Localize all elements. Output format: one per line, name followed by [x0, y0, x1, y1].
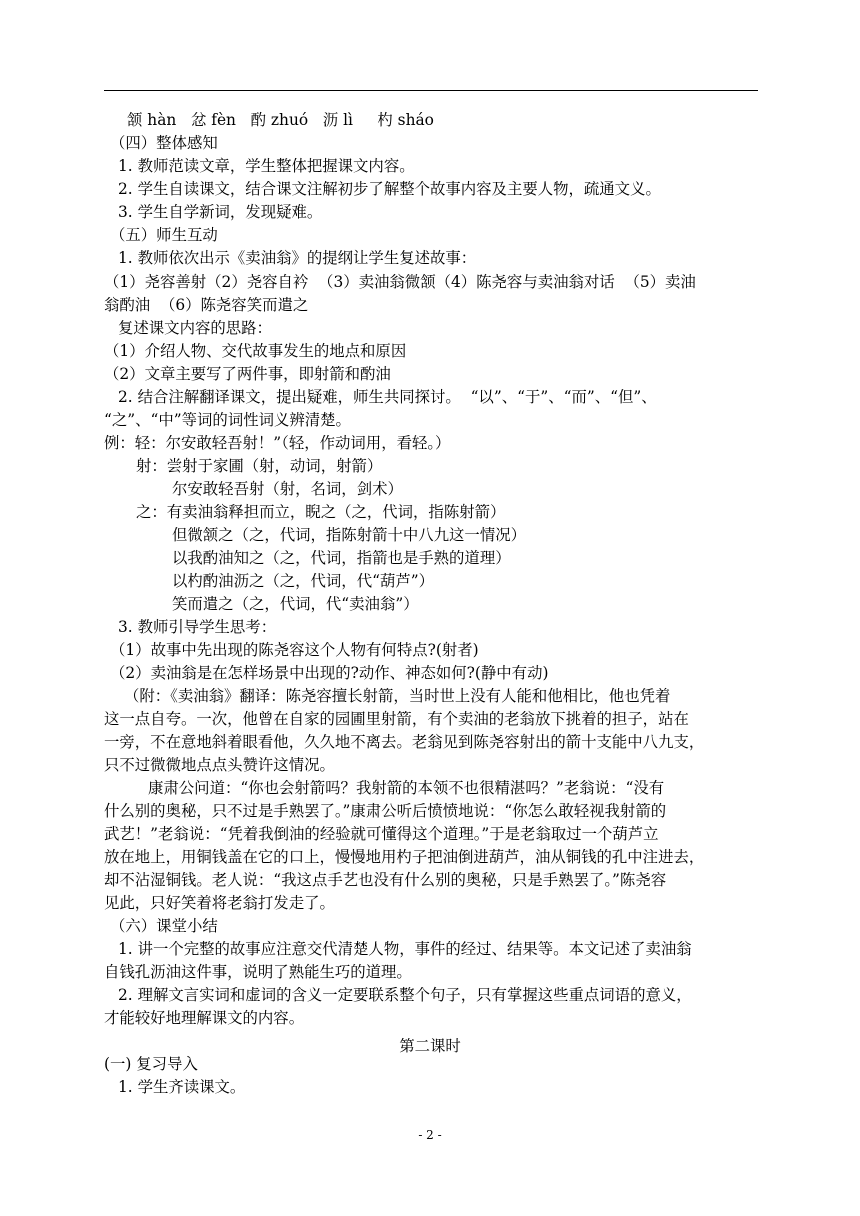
- text-line: 复述课文内容的思路：: [118, 319, 272, 337]
- text-line: 3. 教师引导学生思考：: [118, 618, 277, 636]
- text-line: 自钱孔沥油这件事，说明了熟能生巧的道理。: [104, 963, 412, 981]
- text-line: （1）尧容善射（2）尧容自衿 （3）卖油翁微颔（4）陈尧容与卖油翁对话 （5）卖油: [104, 273, 696, 291]
- text-line: 1. 教师范读文章，学生整体把握课文内容。: [118, 157, 415, 175]
- text-line: 以杓酌油沥之（之，代词，代“葫芦”）: [172, 572, 434, 590]
- text-line: 以我酌油知之（之，代词，指箭也是手熟的道理）: [172, 549, 511, 567]
- text-line: 却不沾湿铜钱。老人说：“我这点手艺也没有什么别的奥秘，只是手熟罢了。”陈尧容: [104, 871, 667, 889]
- text-line: 1. 教师依次出示《卖油翁》的提纲让学生复述故事：: [118, 249, 477, 267]
- text-line: “之”、“中”等词的词性词义辨清楚。: [104, 411, 351, 429]
- text-line: 翁酌油 （6）陈尧容笑而遣之: [104, 296, 309, 314]
- text-line: 只不过微微地点点头赞许这情况。: [104, 756, 335, 774]
- text-line: 2. 学生自读课文，结合课文注解初步了解整个故事内容及主要人物，疏通文义。: [118, 180, 661, 198]
- text-line: 才能较好地理解课文的内容。: [104, 1009, 305, 1027]
- text-line: 3. 学生自学新词，发现疑难。: [118, 203, 323, 221]
- header-rule: [104, 90, 758, 91]
- text-line: 康肃公问道：“你也会射箭吗？我射箭的本领不也很精湛吗？”老翁说：“没有: [148, 779, 665, 797]
- text-line: （2）卖油翁是在怎样场景中出现的?动作、神态如何?(静中有动): [110, 664, 549, 682]
- text-line: 之：有卖油翁释担而立，睨之（之，代词，指陈射箭）: [136, 503, 506, 521]
- text-line: （1）介绍人物、交代故事发生的地点和原因: [104, 342, 407, 360]
- text-line: 武艺！”老翁说：“凭着我倒油的经验就可懂得这个道理。”于是老翁取过一个葫芦立: [104, 825, 659, 843]
- text-line: （2）文章主要写了两件事，即射箭和酌油: [104, 365, 391, 383]
- text-line: 射：尝射于家圃（射，动词，射箭）: [136, 457, 383, 475]
- text-line: 1. 学生齐读课文。: [118, 1078, 246, 1096]
- page-number: - 2 -: [418, 1128, 442, 1142]
- text-line: 例：轻：尔安敢轻吾射！”（轻，作动词用，看轻。）: [104, 434, 451, 452]
- text-line: 2. 理解文言实词和虚词的含义一定要联系整个句子，只有掌握这些重点词语的意义，: [118, 986, 692, 1004]
- text-line: （1）故事中先出现的陈尧容这个人物有何特点?(射者): [110, 641, 479, 659]
- text-line: 一旁，不在意地斜着眼看他，久久地不离去。老翁见到陈尧容射出的箭十支能中八九支，: [104, 733, 705, 751]
- text-line: 笑而遣之（之，代词，代“卖油翁”）: [172, 595, 419, 613]
- text-line: (一) 复习导入: [104, 1055, 198, 1073]
- text-line: 尔安敢轻吾射（射，名词，剑术）: [172, 480, 403, 498]
- text-line: 见此，只好笑着将老翁打发走了。: [104, 894, 335, 912]
- text-line: 1. 讲一个完整的故事应注意交代清楚人物，事件的经过、结果等。本文记述了卖油翁: [118, 940, 692, 958]
- text-line: 放在地上，用铜钱盖在它的口上，慢慢地用杓子把油倒进葫芦，油从铜钱的孔中注进去，: [104, 848, 705, 866]
- text-line: （五）师生互动: [110, 226, 218, 244]
- text-line: 这一点自夸。一次，他曾在自家的园圃里射箭，有个卖油的老翁放下挑着的担子，站在: [104, 710, 689, 728]
- text-line: 2. 结合注解翻译课文，提出疑难，师生共同探讨。 “以”、“于”、“而”、“但”、: [118, 388, 657, 406]
- text-line: 什么别的奥秘，只不过是手熟罢了。”康肃公听后愤愤地说：“你怎么敢轻视我射箭的: [104, 802, 667, 820]
- text-line: 但微颔之（之，代词，指陈射箭十中八九这一情况）: [172, 526, 526, 544]
- text-line: （附：《卖油翁》翻译：陈尧容擅长射箭，当时世上没有人能和他相比，他也凭着: [124, 687, 671, 705]
- text-line: 颔 hàn 忿 fèn 酌 zhuó 沥 lì 杓 sháo: [127, 111, 434, 129]
- section-title: 第二课时: [399, 1037, 461, 1055]
- text-line: （四）整体感知: [110, 134, 218, 152]
- text-line: （六）课堂小结: [110, 917, 218, 935]
